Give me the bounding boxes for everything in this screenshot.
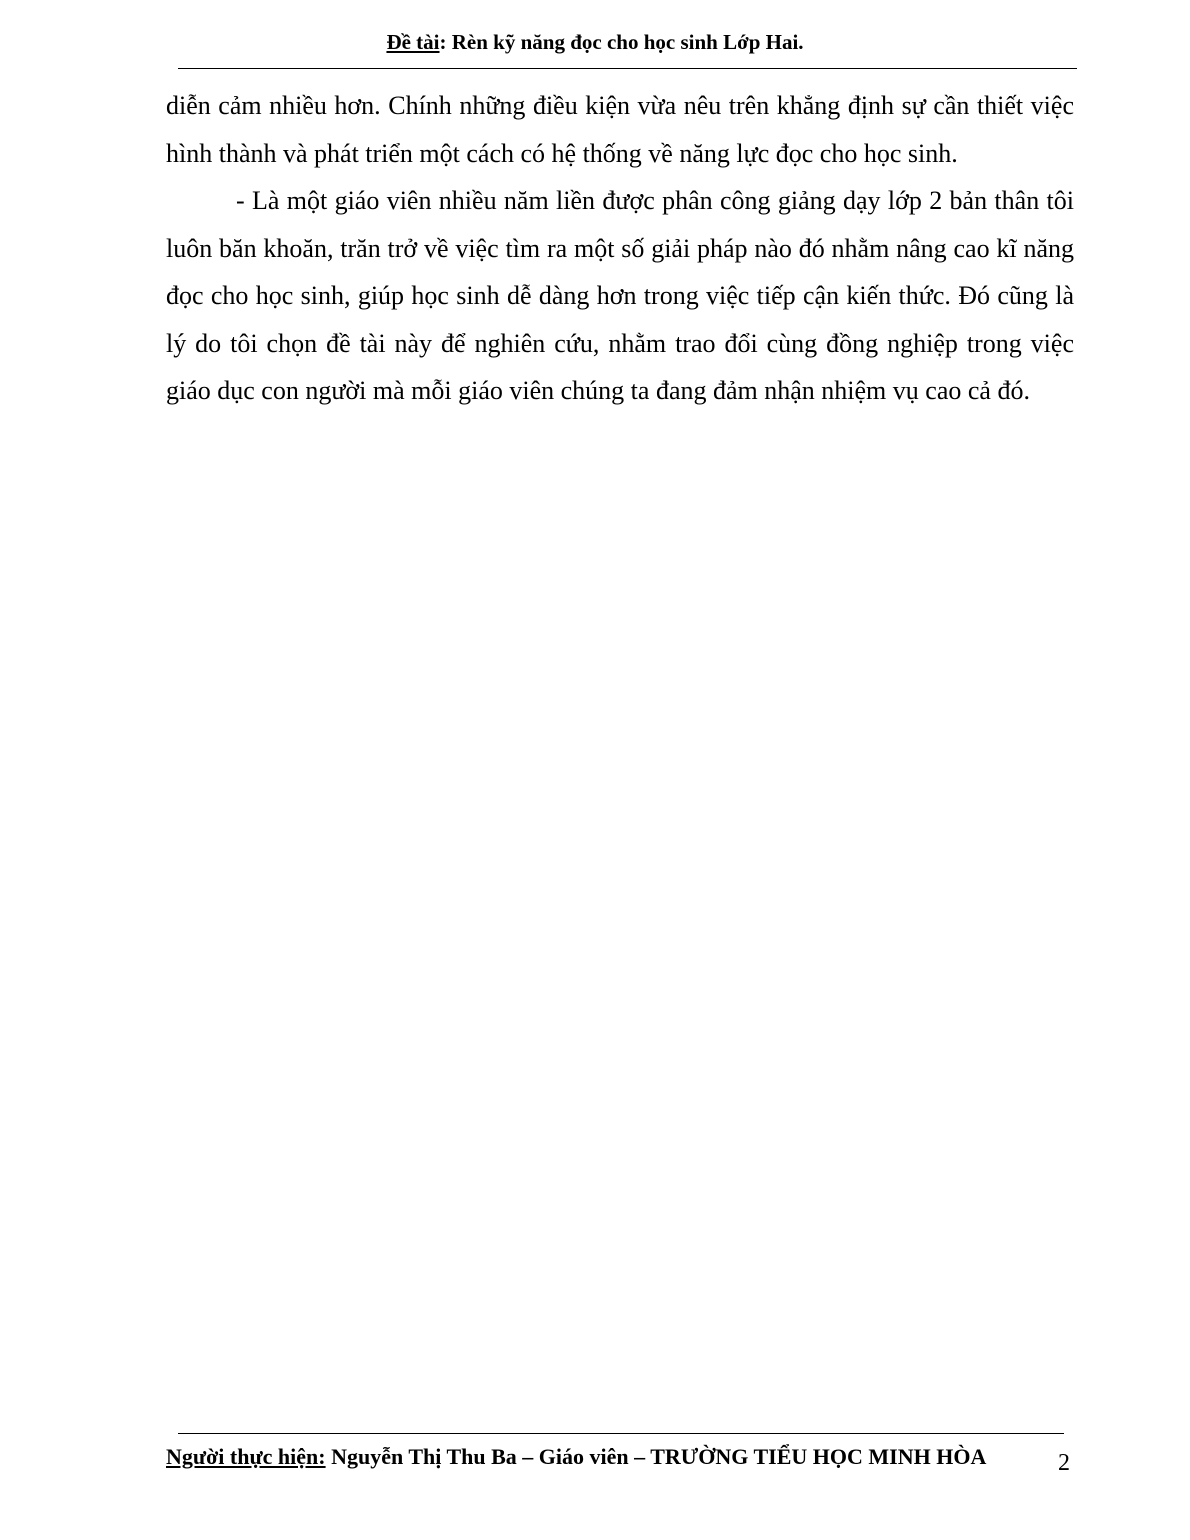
page-footer (166, 1442, 986, 1472)
header-divider (178, 68, 1077, 69)
page-number: 2 (1058, 1450, 1070, 1476)
paragraph-reason: - Là một giáo viên nhiều năm liền được phân công giảng dạy lớp 2 bản thân tôi luôn băn khoăn, trăn trở về việc tìm ra một số giải pháp nào đó nhằm nâng cao kĩ năng đọc cho học sinh, giúp học sinh dễ dàng hơn trong việc tiếp cận kiến thức. Đó cũng là lý do tôi chọn đề tài này để nghiên cứu, nhằm trao đổi cùng đồng nghiệp trong việc giáo dục con người mà mỗi giáo viên chúng ta đang đảm nhận nhiệm vụ cao cả đó. (166, 186, 1074, 405)
header-title: : Rèn kỹ năng đọc cho học sinh Lớp Hai. (439, 30, 804, 54)
header-label: Đề tài (386, 30, 440, 54)
footer-label: Người thực hiện: (166, 1444, 326, 1469)
document-body (166, 82, 1074, 415)
paragraph-continuation: diễn cảm nhiều hơn. Chính những điều kiện vừa nêu trên khẳng định sự cần thiết việc hình thành và phát triển một cách có hệ thống về năng lực đọc cho học sinh. (166, 91, 1074, 168)
footer-author: Nguyễn Thị Thu Ba – Giáo viên – TRƯỜNG TIỂU HỌC MINH HÒA (325, 1444, 987, 1469)
page-header (0, 28, 1190, 56)
footer-divider (178, 1433, 1064, 1434)
